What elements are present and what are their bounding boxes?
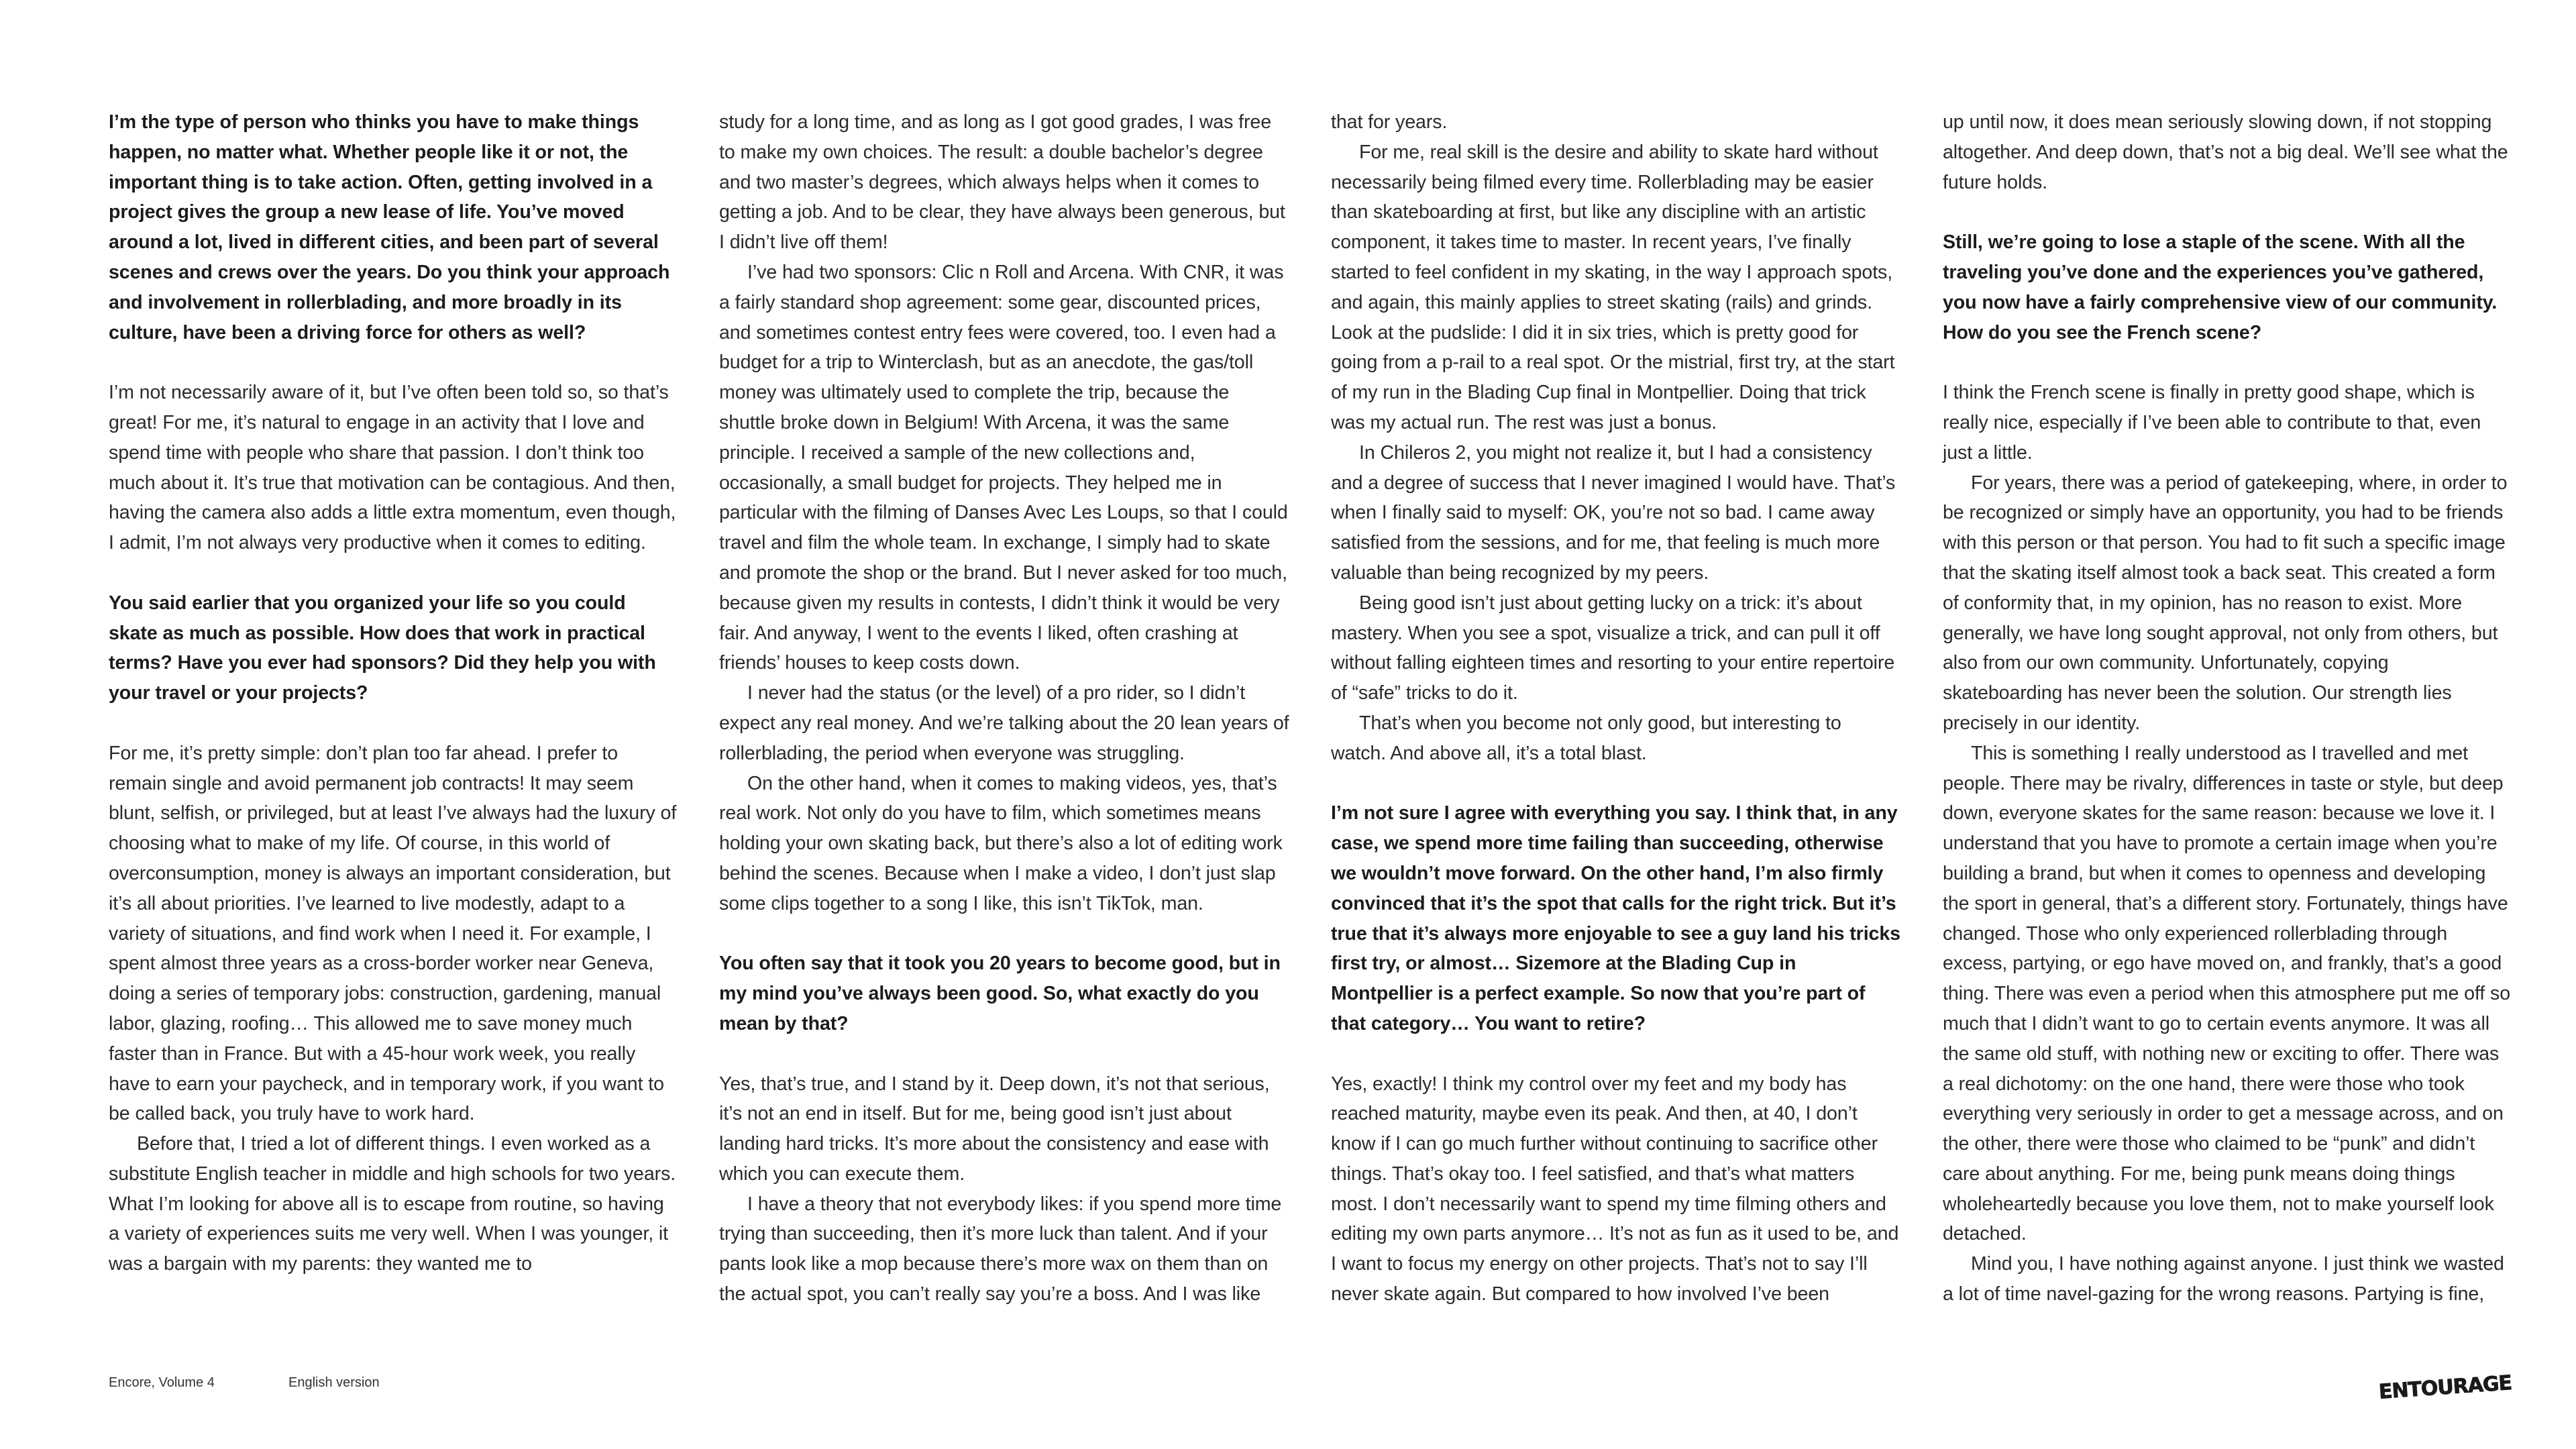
answer-paragraph: I never had the status (or the level) of a pro rider, so I didn’t expect any real money. And we’re talking about the 20 lean years of rollerblading, the period when everyone was struggling.	[719, 682, 1289, 764]
interview-question: I’m not sure I agree with everything you say. I think that, in any case, we spend more time failing than succeeding, otherwise we wouldn’t move forward. On the other hand, I’m also firmly convinced that it’s the spot that calls for the right trick. But it’s true that it’s always more enjoyable to see a guy land his tricks first try, or almost… Sizemore at the Blading Cup in Montpellier is a perfect example. So now that you’re part of that category… You want to retire?	[1331, 802, 1900, 1034]
text-column-2	[719, 107, 1289, 1309]
answer-paragraph: that for years.	[1331, 111, 1448, 133]
answer-paragraph: For me, real skill is the desire and ability to skate hard without necessarily being filmed every time. Rollerblading may be easier than skateboarding at first, but like any discipline with an artistic component, it takes time to master. In recent years, I’ve finally started to feel confident in my skating, in the way I approach spots, and again, this mainly applies to street skating (rails) and grinds. Look at the pudslide: I did it in six tries, which is pretty good for going from a p-rail to a real spot. Or the mistrial, first try, at the start of my run in the Blading Cup final in Montpellier. Doing that trick was my actual run. The rest was just a bonus.	[1331, 141, 1895, 433]
interview-question: Still, we’re going to lose a staple of the scene. With all the traveling you’ve done and the experiences you’ve gathered, you now have a fairly comprehensive view of our community. How do you see the French scene?	[1943, 231, 2498, 343]
footer-language: English version	[288, 1375, 380, 1390]
answer-paragraph: I’ve had two sponsors: Clic n Roll and Arcena. With CNR, it was a fairly standard shop agreement: some gear, discounted prices, and sometimes contest entry fees were covered, too. I even had a budget for a trip to Winterclash, but as an anecdote, the gas/toll money was ultimately used to complete the trip, because the shuttle broke down in Belgium! With Arcena, it was the same principle. I received a sample of the new collections and, occasionally, a small budget for projects. They helped me in particular with the filming of Danses Avec Les Loups, so that I could travel and film the whole team. In exchange, I simply had to skate and promote the shop or the brand. But I never asked for too much, because given my results in contests, I didn’t think it would be very fair. And anyway, I went to the events I liked, often crashing at friends’ houses to keep costs down.	[719, 261, 1288, 674]
text-column-4	[1943, 107, 2513, 1309]
answer-paragraph: Being good isn’t just about getting lucky on a trick: it’s about mastery. When you see a spot, visualize a trick, and can pull it off without falling eighteen times and resorting to your entire repertoire of “safe” tricks to do it.	[1331, 592, 1895, 704]
answer-paragraph: Yes, exactly! I think my control over my feet and my body has reached maturity, maybe even its peak. And then, at 40, I don’t know if I can go much further without continuing to sacrifice other things. That’s okay too. I feel satisfied, and that’s what matters most. I don’t necessarily want to spend my time filming others and editing my own parts anymore… It’s not as fun as it used to be, and I want to focus my energy on other projects. That’s not to say I’ll never skate again. But compared to how involved I’ve been	[1331, 1073, 1899, 1305]
answer-paragraph: I’m not necessarily aware of it, but I’ve often been told so, so that’s great! For me, it’s natural to engage in an activity that I love and spend time with people who share that passion. I don’t think too much about it. It’s true that motivation can be contagious. And then, having the camera also adds a little extra momentum, even though, I admit, I’m not always very productive when it comes to editing.	[109, 382, 676, 554]
answer-paragraph: up until now, it does mean seriously slowing down, if not stopping altogether. And deep down, that’s not a big deal. We’ll see what the future holds.	[1943, 111, 2508, 193]
interview-question: You often say that it took you 20 years to become good, but in my mind you’ve always been good. So, what exactly do you mean by that?	[719, 953, 1281, 1034]
interview-question: I’m the type of person who thinks you have to make things happen, no matter what. Whether people like it or not, the important thing is to take action. Often, getting involved in a project gives the group a new lease of life. You’ve moved around a lot, lived in different cities, and been part of several scenes and crews over the years. Do you think your approach and involvement in rollerblading, and more broadly in its culture, have been a driving force for others as well?	[109, 111, 670, 343]
logo-wordmark: ENTOURAGE	[2377, 1371, 2513, 1404]
text-column-1	[109, 107, 679, 1279]
answer-paragraph: That’s when you become not only good, but interesting to watch. And above all, it’s a total blast.	[1331, 712, 1841, 764]
answer-paragraph: This is something I really understood as I travelled and met people. There may be rivalry, differences in taste or style, but deep down, everyone skates for the same reason: because we love it. I understand that you have to promote a certain image when you’re building a brand, but when it comes to openness and developing the sport in general, that’s a different story. Fortunately, things have changed. Those who only experienced rollerblading through excess, partying, or ego have moved on, and frankly, that’s a good thing. There was even a period when this atmosphere put me off so much that I didn’t want to go to certain events anymore. It was all the same old stuff, with nothing new or exciting to offer. There was a real dichotomy: on the one hand, there were those who took everything very seriously in order to get a message across, and on the other, there were those who claimed to be “punk” and didn’t care about anything. For me, being punk means doing things wholeheartedly because you love them, not to make yourself look detached.	[1943, 742, 2510, 1245]
interview-question: You said earlier that you organized your life so you could skate as much as possible. How does that work in practical terms? Have you ever had sponsors? Did they help you with your travel or your projects?	[109, 592, 656, 704]
text-column-3	[1331, 107, 1901, 1309]
footer-magazine-title: Encore, Volume 4	[109, 1375, 215, 1390]
answer-paragraph: Before that, I tried a lot of different things. I even worked as a substitute English teacher in middle and high schools for two years. What I’m looking for above all is to escape from routine, so having a variety of experiences suits me very well. When I was younger, it was a bargain with my parents: they wanted me to	[109, 1133, 676, 1275]
answer-paragraph: I think the French scene is finally in pretty good shape, which is really nice, especially if I’ve been able to contribute to that, even just a little.	[1943, 382, 2481, 464]
entourage-logo	[2377, 1367, 2513, 1407]
answer-paragraph: Yes, that’s true, and I stand by it. Deep down, it’s not that serious, it’s not an end in itself. But for me, being good isn’t just about landing hard tricks. It’s more about the consistency and ease with which you can execute them.	[719, 1073, 1270, 1185]
answer-paragraph: Mind you, I have nothing against anyone. I just think we wasted a lot of time navel-gazing for the wrong reasons. Partying is fine,	[1943, 1253, 2504, 1305]
answer-paragraph: I have a theory that not everybody likes: if you spend more time trying than succeeding, then it’s more luck than talent. And if your pants look like a mop because there’s more wax on them than on the actual spot, you can’t really say you’re a boss. And I was like	[719, 1193, 1282, 1305]
answer-paragraph: For years, there was a period of gatekeeping, where, in order to be recognized or simply have an opportunity, you had to be friends with this person or that person. You had to fit such a specific image that the skating itself almost took a back seat. This created a form of conformity that, in my opinion, has no reason to exist. More generally, we have long sought approval, not only from others, but also from our own community. Unfortunately, copying skateboarding has never been the solution. Our strength lies precisely in our identity.	[1943, 472, 2508, 734]
answer-paragraph: For me, it’s pretty simple: don’t plan too far ahead. I prefer to remain single and avoid permanent job contracts! It may seem blunt, selfish, or privileged, but at least I’ve always had the luxury of choosing what to make of my life. Of course, in this world of overconsumption, money is always an important consideration, but it’s all about priorities. I’ve learned to live modestly, adapt to a variety of situations, and find work when I need it. For example, I spent almost three years as a cross-border worker near Geneva, doing a series of temporary jobs: construction, gardening, manual labor, glazing, roofing… This allowed me to save money much faster than in France. But with a 45-hour work week, you really have to earn your paycheck, and in temporary work, if you want to be called back, you truly have to work hard.	[109, 742, 677, 1125]
answer-paragraph: On the other hand, when it comes to making videos, yes, that’s real work. Not only do you have to film, which sometimes means holding your own skating back, but there’s also a lot of editing work behind the scenes. Because when I make a video, I don’t just slap some clips together to a song I like, this isn’t TikTok, man.	[719, 772, 1283, 914]
answer-paragraph: In Chileros 2, you might not realize it, but I had a consistency and a degree of success that I never imagined I would have. That’s when I finally said to myself: OK, you’re not so bad. I came away satisfied from the sessions, and for me, that feeling is much more valuable than being recognized by my peers.	[1331, 441, 1896, 584]
answer-paragraph: study for a long time, and as long as I got good grades, I was free to make my own choices. The result: a double bachelor’s degree and two master’s degrees, which always helps when it comes to getting a job. And to be clear, they have always been generous, but I didn’t live off them!	[719, 111, 1285, 254]
